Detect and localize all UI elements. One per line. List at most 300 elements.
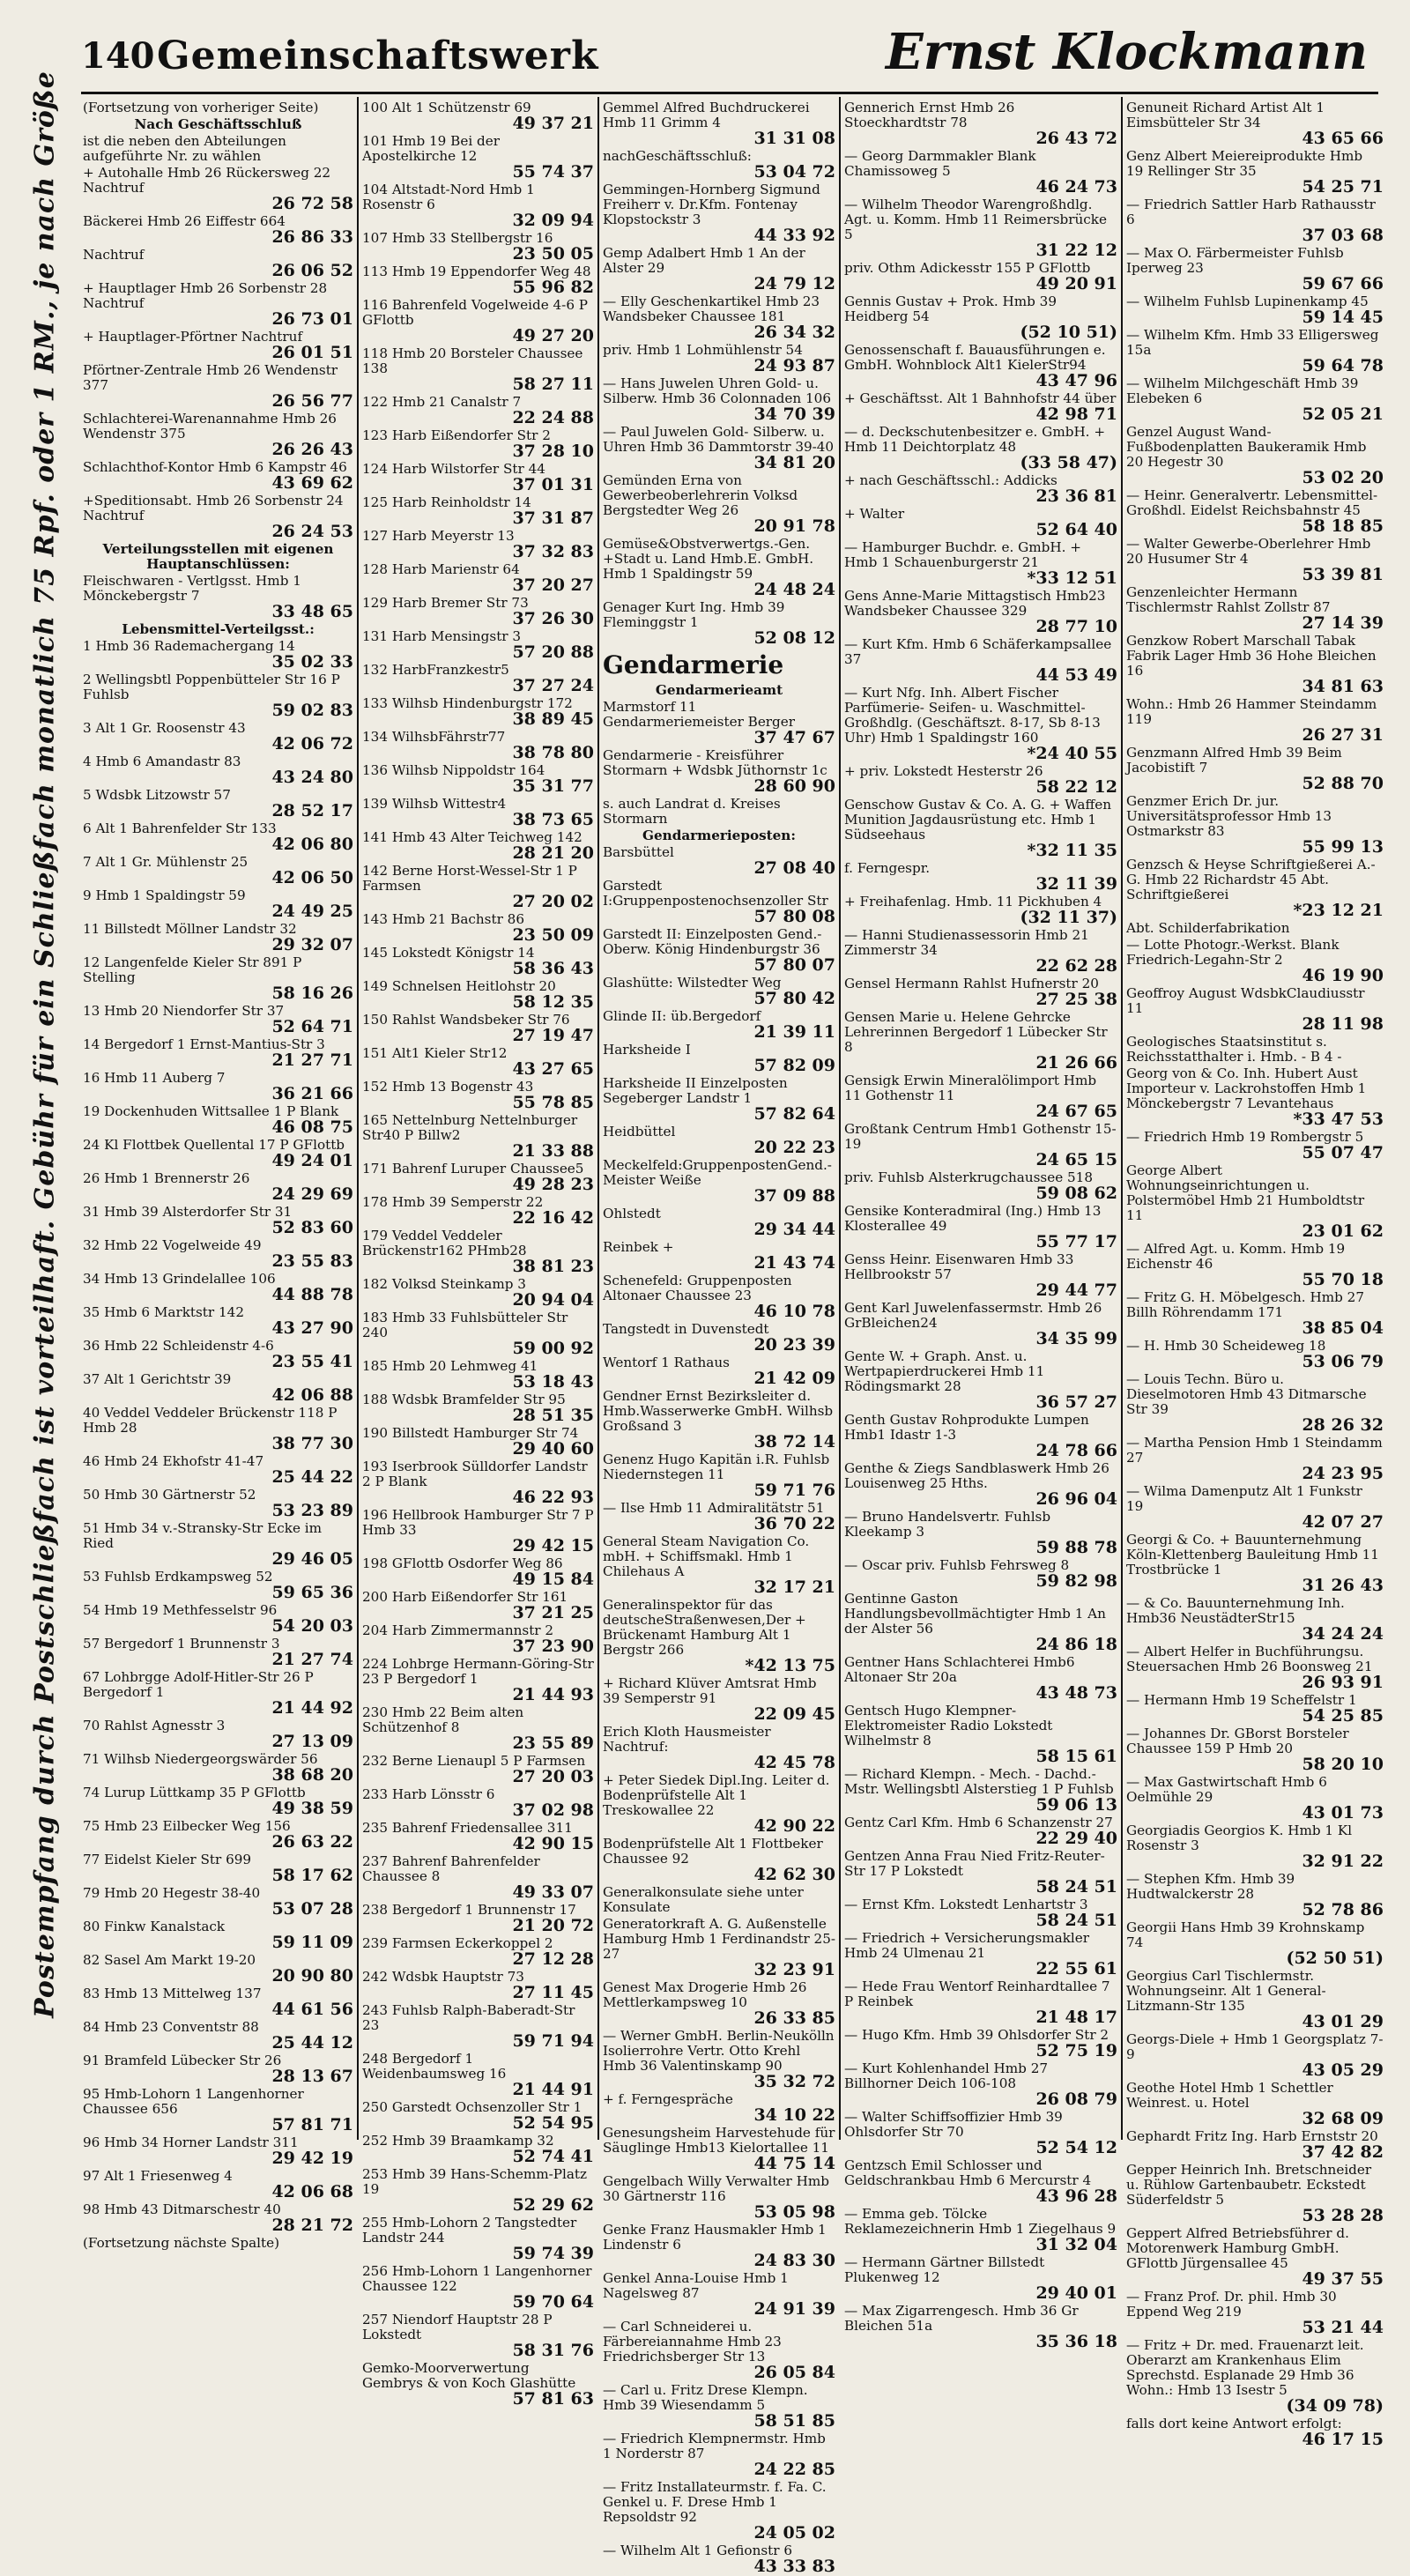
- entry-phone-number: 28 51 35: [512, 1406, 594, 1425]
- directory-entry: [83, 1372, 353, 1404]
- subsection-heading: Gendarmerieposten:: [642, 828, 796, 843]
- directory-entry: [83, 412, 353, 458]
- entry-text: + Peter Siedek Dipl.Ing. Leiter d. Bodenprüfstelle Alt 1 Treskowallee 22: [603, 1772, 830, 1818]
- entry-phone-number: 26 01 51: [271, 343, 353, 362]
- entry-text: Georgiadis Georgios K. Hmb 1 Kl Rosenstr 3: [1126, 1823, 1353, 1853]
- entry-phone-number: 24 79 12: [753, 274, 835, 293]
- directory-entry: [1126, 1596, 1384, 1643]
- entry-text: 26 Hmb 1 Brennerstr 26: [83, 1170, 250, 1186]
- entry-phone-number: 49 15 84: [512, 1570, 594, 1589]
- entry-text: — Wilhelm Fuhlsb Lupinenkamp 45: [1126, 293, 1369, 309]
- directory-entry: [83, 1305, 353, 1337]
- entry-text: Heidbüttel: [603, 1124, 676, 1140]
- entry-phone-number: 21 20 72: [512, 1916, 594, 1935]
- entry-phone-number: 32 68 09: [1302, 2109, 1384, 2128]
- directory-entry: [362, 1936, 594, 1968]
- directory-entry: [362, 1754, 594, 1785]
- entry-text: 7 Alt 1 Gr. Mühlenstr 25: [83, 854, 249, 870]
- entry-phone-number: 42 06 72: [271, 734, 353, 753]
- entry-text: — Max O. Färbermeister Fuhlsb Iperweg 23: [1126, 245, 1344, 276]
- directory-entry: [362, 1787, 594, 1819]
- entry-text: + Autohalle Hmb 26 Rückersweg 22 Nachtruf: [83, 165, 331, 196]
- directory-entry: [83, 1339, 353, 1370]
- directory-entry: [603, 1598, 835, 1674]
- entry-phone-number: 52 88 70: [1302, 774, 1384, 793]
- entry-phone-number: 34 24 24: [1302, 1624, 1384, 1644]
- entry-phone-number: 23 50 09: [512, 925, 594, 945]
- entry-phone-number: 59 67 66: [1302, 274, 1384, 293]
- entry-phone-number: 42 06 88: [271, 1385, 353, 1405]
- directory-entry: [362, 663, 594, 694]
- entry-text: + Freihafenlag. Hmb. 11 Pickhuben 4: [844, 894, 1102, 909]
- entry-phone-number: 24 83 30: [753, 2251, 835, 2270]
- entry-text: Harksheide I: [603, 1042, 691, 1058]
- entry-phone-number: 55 70 18: [1302, 1270, 1384, 1289]
- entry-phone-number: 58 36 43: [512, 959, 594, 978]
- entry-text: Glashütte: Wilstedter Weg: [603, 975, 782, 991]
- directory-entry: [1126, 1920, 1384, 1967]
- entry-text: 54 Hmb 19 Methfesselstr 96: [83, 1602, 278, 1618]
- directory-entry: [362, 529, 594, 560]
- entry-text: 150 Rahlst Wandsbeker Str 76: [362, 1012, 570, 1028]
- note-text: (Fortsetzung nächste Spalte): [83, 2235, 280, 2251]
- entry-text: Garstedt I:Gruppenpostenochsenzoller Str: [603, 878, 828, 909]
- entry-text: f. Ferngespr.: [844, 860, 931, 876]
- directory-entry: [1126, 2032, 1384, 2079]
- entry-phone-number: *33 47 53: [1293, 1110, 1384, 1129]
- directory-entry: [844, 1122, 1117, 1169]
- entry-phone-number: 32 09 94: [512, 211, 594, 230]
- entry-phone-number: 24 65 15: [1035, 1150, 1117, 1169]
- directory-entry: [362, 730, 594, 761]
- entry-text: Genkel Anna-Louise Hmb 1 Nagelsweg 87: [603, 2270, 789, 2301]
- entry-phone-number: 46 24 73: [1035, 177, 1117, 197]
- entry-phone-number: 28 13 67: [271, 2067, 353, 2086]
- directory-entry: [362, 1359, 594, 1391]
- entry-phone-number: 57 80 07: [753, 955, 835, 975]
- directory-entry: [1126, 1872, 1384, 1919]
- entry-text: priv. Hmb 1 Lohmühlenstr 54: [603, 342, 803, 358]
- directory-entry: [83, 888, 353, 920]
- entry-phone-number: 57 80 08: [753, 907, 835, 926]
- entry-text: 255 Hmb-Lohorn 2 Tangstedter Landstr 244: [362, 2215, 577, 2246]
- entry-text: Garstedt II: Einzelposten Gend.-Oberw. König Hindenburgstr 36: [603, 926, 822, 957]
- entry-phone-number: 38 78 80: [512, 743, 594, 762]
- entry-text: 127 Harb Meyerstr 13: [362, 528, 515, 544]
- directory-entry: [844, 1349, 1117, 1411]
- entry-text: Georgi & Co. + Bauunternehmung Köln-Klettenberg Bauleitung Hmb 11 Trostbrücke 1: [1126, 1532, 1379, 1578]
- entry-phone-number: 26 43 72: [1035, 129, 1117, 148]
- entry-text: Genschow Gustav & Co. A. G. + Waffen Munition Jagdausrüstung etc. Hmb 1 Südseehaus: [844, 797, 1112, 843]
- subsection-heading: Nach Geschäftsschluß: [134, 116, 302, 132]
- entry-phone-number: 24 22 85: [753, 2460, 835, 2479]
- entry-phone-number: 34 35 99: [1035, 1329, 1117, 1348]
- directory-entry: [844, 1413, 1117, 1459]
- entry-text: + Hauptlager-Pförtner Nachtruf: [83, 329, 303, 345]
- directory-entry: [362, 1657, 594, 1704]
- entry-text: 83 Hmb 13 Mittelweg 137: [83, 1986, 262, 2001]
- entry-phone-number: 46 22 93: [512, 1488, 594, 1507]
- entry-text: Gemko-Moorverwertung Gembrys & von Koch Glashütte: [362, 2360, 576, 2391]
- directory-entry: [844, 2158, 1117, 2205]
- entry-text: Georgius Carl Tischlermstr. Wohnungseinr. Alt 1 General-Litzmann-Str 135: [1126, 1968, 1326, 2014]
- directory-entry: [1126, 2290, 1384, 2336]
- entry-phone-number: 49 38 59: [271, 1799, 353, 1818]
- directory-entry: [603, 2223, 835, 2269]
- directory-entry: [1126, 2416, 1384, 2448]
- directory-entry: [83, 1071, 353, 1102]
- entry-text: priv. Othm Adickesstr 155 P GFlottb: [844, 260, 1091, 276]
- entry-text: Meckelfeld:GruppenpostenGend.-Meister Weiße: [603, 1157, 832, 1188]
- entry-text: + nach Geschäftsschl.: Addicks: [844, 472, 1058, 488]
- entry-text: Genss Heinr. Eisenwaren Hmb 33 Hellbrookstr 57: [844, 1251, 1074, 1282]
- entry-phone-number: 59 02 83: [271, 701, 353, 720]
- directory-entry: [1126, 794, 1384, 856]
- directory-entry: [1126, 2338, 1384, 2415]
- entry-phone-number: 31 26 43: [1302, 1576, 1384, 1595]
- entry-phone-number: 29 44 77: [1035, 1281, 1117, 1300]
- directory-entry: [1126, 746, 1384, 792]
- entry-text: Genuneit Richard Artist Alt 1 Eimsbütteler Str 34: [1126, 100, 1325, 130]
- directory-entry: [844, 895, 1117, 926]
- directory-entry: [603, 1501, 835, 1533]
- directory-entry: [1126, 1130, 1384, 1162]
- entry-text: 200 Harb Eißendorfer Str 161: [362, 1589, 568, 1605]
- entry-text: Gensike Konteradmiral (Ing.) Hmb 13 Klosterallee 49: [844, 1203, 1102, 1234]
- entry-phone-number: 37 20 27: [512, 575, 594, 595]
- entry-phone-number: *23 12 21: [1293, 901, 1384, 920]
- entry-text: priv. Fuhlsb Alsterkrugchaussee 518: [844, 1169, 1094, 1185]
- entry-phone-number: 23 55 41: [271, 1352, 353, 1371]
- entry-phone-number: 43 65 66: [1302, 129, 1384, 148]
- directory-entry: [844, 1897, 1117, 1929]
- entry-phone-number: 36 57 27: [1035, 1392, 1117, 1412]
- directory-entry: [362, 1195, 594, 1227]
- entry-phone-number: (32 11 37): [1020, 908, 1117, 927]
- entry-text: 122 Hmb 21 Canalstr 7: [362, 394, 522, 410]
- entry-phone-number: 53 05 98: [753, 2202, 835, 2222]
- entry-text: 2 Wellingsbtl Poppenbütteler Str 16 P Fuhlsb: [83, 672, 340, 702]
- entry-phone-number: 37 28 10: [512, 442, 594, 461]
- directory-entry: [83, 955, 353, 1002]
- entry-text: 171 Bahrenf Luruper Chaussee5: [362, 1161, 584, 1177]
- entry-text: 19 Dockenhuden Wittsallee 1 P Blank: [83, 1103, 339, 1119]
- directory-entry: [1126, 2081, 1384, 2127]
- entry-phone-number: 49 33 07: [512, 1882, 594, 1902]
- entry-phone-number: 24 93 87: [753, 356, 835, 375]
- entry-phone-number: 22 24 88: [512, 408, 594, 427]
- entry-text: 113 Hmb 19 Eppendorfer Weg 48: [362, 264, 591, 279]
- directory-entry: [1126, 100, 1384, 147]
- entry-phone-number: 27 20 03: [512, 1767, 594, 1786]
- entry-phone-number: (52 10 51): [1020, 323, 1117, 342]
- entry-phone-number: 22 09 45: [753, 1704, 835, 1724]
- entry-text: Schlachthof-Kontor Hmb 6 Kampstr 46: [83, 459, 347, 475]
- entry-text: — Louis Techn. Büro u. Dieselmotoren Hmb 43 Ditmarsche Str 39: [1126, 1371, 1367, 1417]
- directory-entry: [1126, 857, 1384, 919]
- entry-text: — Wilhelm Alt 1 Gefionstr 6: [603, 2543, 792, 2558]
- entry-phone-number: 44 53 49: [1035, 665, 1117, 685]
- directory-entry: [844, 589, 1117, 635]
- directory-entry: [844, 861, 1117, 893]
- entry-text: — Carl u. Fritz Drese Klempn. Hmb 39 Wiesendamm 5: [603, 2382, 808, 2413]
- entry-phone-number: 26 26 43: [271, 440, 353, 459]
- directory-entry: [844, 100, 1117, 147]
- directory-entry: [83, 248, 353, 279]
- entry-phone-number: 21 42 09: [753, 1369, 835, 1388]
- entry-text: 31 Hmb 39 Alsterdorfer Str 31: [83, 1204, 293, 1220]
- entry-phone-number: 53 02 20: [1302, 468, 1384, 487]
- entry-text: — Fritz Installateurmstr. f. Fa. C. Genkel u. F. Drese Hmb 1 Repsoldstr 92: [603, 2479, 827, 2525]
- entry-text: + priv. Lokstedt Hesterstr 26: [844, 763, 1043, 779]
- directory-entry: [1126, 1484, 1384, 1531]
- entry-text: 242 Wdsbk Hauptstr 73: [362, 1969, 524, 1985]
- entry-text: — Georg Darmmakler Blank Chamissoweg 5: [844, 148, 1036, 179]
- entry-text: — Wilhelm Theodor Warengroßhdlg. Agt. u. Komm. Hmb 11 Reimersbrücke 5: [844, 197, 1107, 242]
- entry-text: — Ernst Kfm. Lokstedt Lenhartstr 3: [844, 1897, 1088, 1912]
- entry-phone-number: 38 85 04: [1302, 1318, 1384, 1338]
- entry-text: — Max Zigarrengesch. Hmb 36 Gr Bleichen 51a: [844, 2303, 1079, 2334]
- entry-text: 11 Billstedt Möllner Landstr 32: [83, 921, 297, 937]
- entry-phone-number: 27 14 39: [1302, 613, 1384, 633]
- entry-phone-number: 52 74 41: [512, 2147, 594, 2166]
- directory-entry: [603, 537, 835, 598]
- entry-phone-number: 25 44 12: [271, 2033, 353, 2053]
- entry-phone-number: 59 70 64: [512, 2292, 594, 2312]
- entry-phone-number: 54 20 03: [271, 1616, 353, 1636]
- entry-text: Genke Franz Hausmakler Hmb 1 Lindenstr 6: [603, 2222, 827, 2253]
- directory-entry: [83, 1752, 353, 1784]
- entry-phone-number: 57 80 42: [753, 989, 835, 1008]
- directory-entry: [83, 1919, 353, 1951]
- entry-text: 40 Veddel Veddeler Brückenstr 118 P Hmb 28: [83, 1405, 338, 1436]
- directory-entry: [1126, 376, 1384, 423]
- entry-phone-number: 46 17 15: [1302, 2430, 1384, 2449]
- entry-text: — Richard Klempn. - Mech. - Dachd.-Mstr. Wellingsbtl Alsterstieg 1 P Fuhlsb: [844, 1766, 1114, 1797]
- entry-phone-number: 55 99 13: [1302, 837, 1384, 857]
- directory-entry: [83, 821, 353, 853]
- entry-phone-number: 37 31 87: [512, 509, 594, 528]
- directory-entry: [844, 2255, 1117, 2302]
- entry-text: — Paul Juwelen Gold- Silberw. u. Uhren Hmb 36 Dammtorstr 39-40: [603, 424, 835, 455]
- directory-entry: [362, 100, 594, 132]
- entry-text: Genest Max Drogerie Hmb 26 Mettlerkampsweg 10: [603, 1979, 807, 2010]
- entry-text: Gemünden Erna von Gewerbeoberlehrerin Volksd Bergstedter Weg 26: [603, 472, 798, 518]
- entry-phone-number: (33 58 47): [1020, 453, 1117, 472]
- entry-phone-number: 26 08 79: [1035, 2090, 1117, 2109]
- entry-phone-number: 28 11 98: [1302, 1014, 1384, 1034]
- entry-text: Genossenschaft f. Bauausführungen e. GmbH. Wohnblock Alt1 KielerStr94: [844, 342, 1106, 373]
- page-header: [0, 0, 1410, 99]
- entry-text: Gent Karl Juwelenfassermstr. Hmb 26 GrBleichen24: [844, 1300, 1102, 1331]
- directory-entry: [362, 1392, 594, 1424]
- directory-column-3: [599, 97, 841, 2576]
- entry-text: 250 Garstedt Ochsenzoller Str 1: [362, 2099, 583, 2115]
- page-number: 140: [81, 35, 155, 77]
- entry-phone-number: *33 12 51: [1027, 568, 1117, 588]
- entry-phone-number: 59 08 62: [1035, 1184, 1117, 1203]
- directory-entry: [1126, 1969, 1384, 2030]
- entry-text: 152 Hmb 13 Bogenstr 43: [362, 1079, 534, 1095]
- entry-text: 67 Lohbrgge Adolf-Hitler-Str 26 P Bergedorf 1: [83, 1669, 314, 1700]
- entry-text: 145 Lokstedt Königstr 14: [362, 945, 535, 961]
- entry-phone-number: 59 82 98: [1035, 1571, 1117, 1591]
- entry-phone-number: 42 45 78: [753, 1753, 835, 1772]
- entry-phone-number: 52 08 12: [753, 628, 835, 648]
- entry-text: — Hanni Studienassessorin Hmb 21 Zimmerstr 34: [844, 927, 1089, 958]
- entry-text: Fleischwaren - Vertlgsst. Hmb 1 Mönckebergstr 7: [83, 573, 301, 604]
- directory-entry: [603, 182, 835, 244]
- entry-phone-number: 31 22 12: [1035, 241, 1117, 260]
- entry-text: Gentner Hans Schlachterei Hmb6 Altonaer Str 20a: [844, 1654, 1075, 1685]
- entry-phone-number: 57 82 09: [753, 1056, 835, 1075]
- entry-text: 132 HarbFranzkestr5: [362, 662, 509, 678]
- directory-entry: [844, 294, 1117, 341]
- entry-phone-number: 37 21 25: [512, 1603, 594, 1622]
- entry-text: Georgii Hans Hmb 39 Krohnskamp 74: [1126, 1919, 1365, 1950]
- entry-phone-number: 55 07 47: [1302, 1143, 1384, 1162]
- entry-text: Gentsch Hugo Klempner-Elektromeister Radio Lokstedt Wilhelmstr 8: [844, 1703, 1053, 1748]
- entry-text: — Hermann Gärtner Billstedt Plukenweg 12: [844, 2254, 1045, 2285]
- entry-phone-number: 20 22 23: [753, 1138, 835, 1157]
- directory-entry: [844, 1815, 1117, 1847]
- directory-entry: [603, 294, 835, 341]
- entry-phone-number: 28 21 20: [512, 843, 594, 863]
- directory-entry: [844, 343, 1117, 390]
- entry-phone-number: 34 10 22: [753, 2105, 835, 2125]
- entry-text: Genenz Hugo Kapitän i.R. Fuhlsb Niedernstegen 11: [603, 1451, 830, 1482]
- entry-text: Geoffroy August WdsbkClaudiusstr 11: [1126, 985, 1365, 1016]
- directory-entry: [83, 494, 353, 540]
- directory-entry: [83, 672, 353, 719]
- entry-phone-number: 59 65 36: [271, 1583, 353, 1602]
- entry-text: Georg von & Co. Inh. Hubert Aust Importeur v. Lackrohstoffen Hmb 1 Mönckebergstr 7 Levantehaus: [1126, 1065, 1367, 1111]
- entry-phone-number: 37 26 30: [512, 609, 594, 628]
- entry-text: Reinbek +: [603, 1239, 674, 1255]
- entry-text: — Friedrich Hmb 19 Rombergstr 5: [1126, 1129, 1364, 1145]
- entry-phone-number: 35 31 77: [512, 776, 594, 796]
- entry-text: Wentorf 1 Rathaus: [603, 1355, 730, 1370]
- entry-phone-number: 37 27 24: [512, 676, 594, 695]
- entry-phone-number: 37 42 82: [1302, 2142, 1384, 2162]
- directory-entry: [83, 1819, 353, 1851]
- directory-entry: [362, 2167, 594, 2214]
- entry-phone-number: 37 02 98: [512, 1800, 594, 1820]
- entry-text: 24 Kl Flottbek Quellental 17 P GFlottb: [83, 1137, 345, 1153]
- directory-entry: [362, 2264, 594, 2311]
- entry-text: 14 Bergedorf 1 Ernst-Mantius-Str 3: [83, 1036, 325, 1052]
- entry-phone-number: 26 96 04: [1035, 1489, 1117, 1509]
- entry-text: — Fritz + Dr. med. Frauenarzt leit. Oberarzt am Krankenhaus Elim Sprechstd. Esplanade 29 Hmb 36 Wohn.: Hmb 13 Isestr 5: [1126, 2337, 1364, 2398]
- entry-text: 182 Volksd Steinkamp 3: [362, 1276, 526, 1292]
- entry-phone-number: 36 21 66: [271, 1084, 353, 1103]
- directory-entry: [362, 462, 594, 494]
- entry-phone-number: 29 40 01: [1035, 2283, 1117, 2303]
- directory-entry: [844, 1204, 1117, 1251]
- directory-entry: [362, 1162, 594, 1193]
- directory-entry: [362, 2003, 594, 2050]
- entry-phone-number: 21 44 92: [271, 1698, 353, 1718]
- directory-entry: [844, 2304, 1117, 2350]
- directory-entry: [83, 2135, 353, 2167]
- directory-entry: [603, 2029, 835, 2090]
- directory-entry: [1126, 1693, 1384, 1725]
- entry-text: — Lotte Photogr.-Werkst. Blank Friedrich-Legahn-Str 2: [1126, 937, 1340, 968]
- directory-entry: [362, 264, 594, 296]
- entry-text: Nachtruf: [83, 247, 145, 263]
- entry-phone-number: 21 44 91: [512, 2080, 594, 2099]
- entry-text: 196 Hellbrook Hamburger Str 7 P Hmb 33: [362, 1507, 594, 1538]
- entry-phone-number: 46 10 78: [753, 1302, 835, 1321]
- entry-phone-number: 58 20 10: [1302, 1755, 1384, 1774]
- directory-entry: [83, 855, 353, 887]
- note-text: s. auch Landrat d. Kreises Stormarn: [603, 796, 781, 827]
- entry-text: — & Co. Bauunternehmung Inh. Hmb36 NeustädterStr15: [1126, 1595, 1345, 1626]
- entry-phone-number: 59 74 39: [512, 2244, 594, 2263]
- entry-phone-number: 34 81 63: [1302, 677, 1384, 696]
- directory-column-2: [359, 97, 599, 2409]
- entry-phone-number: 31 32 04: [1035, 2235, 1117, 2254]
- entry-text: — Kurt Nfg. Inh. Albert Fischer Parfümerie- Seifen- u. Waschmittel-Großhdlg. (Geschäftszt. 8-17, Sb 8-13 Uhr) Hmb 1 Spaldingstr 160: [844, 685, 1101, 746]
- directory-entry: [362, 2312, 594, 2359]
- entry-text: 4 Hmb 6 Amandastr 83: [83, 753, 241, 769]
- entry-phone-number: 32 91 22: [1302, 1852, 1384, 1871]
- directory-entry: [603, 1009, 835, 1041]
- entry-text: Genzenleichter Hermann Tischlermstr Rahlst Zollstr 87: [1126, 584, 1331, 615]
- entry-phone-number: 26 72 58: [271, 194, 353, 213]
- entry-text: Geothe Hotel Hmb 1 Schettler Weinrest. u. Hotel: [1126, 2080, 1333, 2111]
- entry-phone-number: 36 70 22: [753, 1514, 835, 1533]
- entry-phone-number: 43 27 65: [512, 1059, 594, 1079]
- directory-entry: [603, 1076, 835, 1123]
- entry-text: 237 Bahrenf Bahrenfelder Chaussee 8: [362, 1853, 540, 1884]
- entry-text: 179 Veddel Veddeler Brückenstr162 PHmb28: [362, 1228, 527, 1258]
- entry-text: 13 Hmb 20 Niendorfer Str 37: [83, 1003, 285, 1019]
- directory-entry: [603, 376, 835, 423]
- directory-entry: [83, 1004, 353, 1036]
- entry-phone-number: 23 55 89: [512, 1733, 594, 1753]
- directory-entry: [603, 976, 835, 1007]
- entry-text: 5 Wdsbk Litzowstr 57: [83, 787, 231, 803]
- entry-text: — Johannes Dr. GBorst Borsteler Chaussee 159 P Hmb 20: [1126, 1726, 1349, 1756]
- directory-entry: [1126, 197, 1384, 244]
- entry-phone-number: 58 51 85: [753, 2411, 835, 2431]
- entry-text: 136 Wilhsb Nippoldstr 164: [362, 762, 545, 778]
- directory-entry: [362, 495, 594, 527]
- directory-entry: [844, 1592, 1117, 1653]
- directory-entry: [844, 637, 1117, 684]
- entry-phone-number: 52 64 40: [1035, 520, 1117, 539]
- entry-phone-number: 58 18 85: [1302, 516, 1384, 536]
- directory-entry: [603, 1534, 835, 1596]
- subsection-heading: Verteilungsstellen mit eigenen Hauptanschlüssen:: [102, 541, 334, 572]
- entry-phone-number: 21 48 17: [1035, 2008, 1117, 2027]
- entry-phone-number: 59 71 94: [512, 2031, 594, 2051]
- entry-text: Genzsch & Heyse Schriftgießerei A.-G. Hmb 22 Richardstr 45 Abt. Schriftgießerei: [1126, 857, 1376, 902]
- entry-text: 129 Harb Bremer Str 73: [362, 595, 529, 611]
- directory-entry: [362, 864, 594, 910]
- entry-text: 253 Hmb 39 Hans-Schemm-Platz 19: [362, 2166, 588, 2197]
- entry-text: 9 Hmb 1 Spaldingstr 59: [83, 887, 246, 903]
- directory-entry: [362, 830, 594, 862]
- directory-entry: [844, 1301, 1117, 1347]
- entry-text: Gentzsch Emil Schlosser und Geldschrankbau Hmb 6 Mercurstr 4: [844, 2157, 1092, 2188]
- entry-text: — Oscar priv. Fuhlsb Fehrsweg 8: [844, 1557, 1070, 1573]
- entry-phone-number: 26 06 52: [271, 261, 353, 280]
- entry-text: Gente W. + Graph. Anst. u. Wertpapierdruckerei Hmb 11 Rödingsmarkt 28: [844, 1348, 1045, 1394]
- entry-text: Gepper Heinrich Inh. Bretschneider u. Rühlow Gartenbaubetr. Eckstedt Süderfeldstr 5: [1126, 2162, 1372, 2208]
- entry-phone-number: 29 34 44: [753, 1220, 835, 1239]
